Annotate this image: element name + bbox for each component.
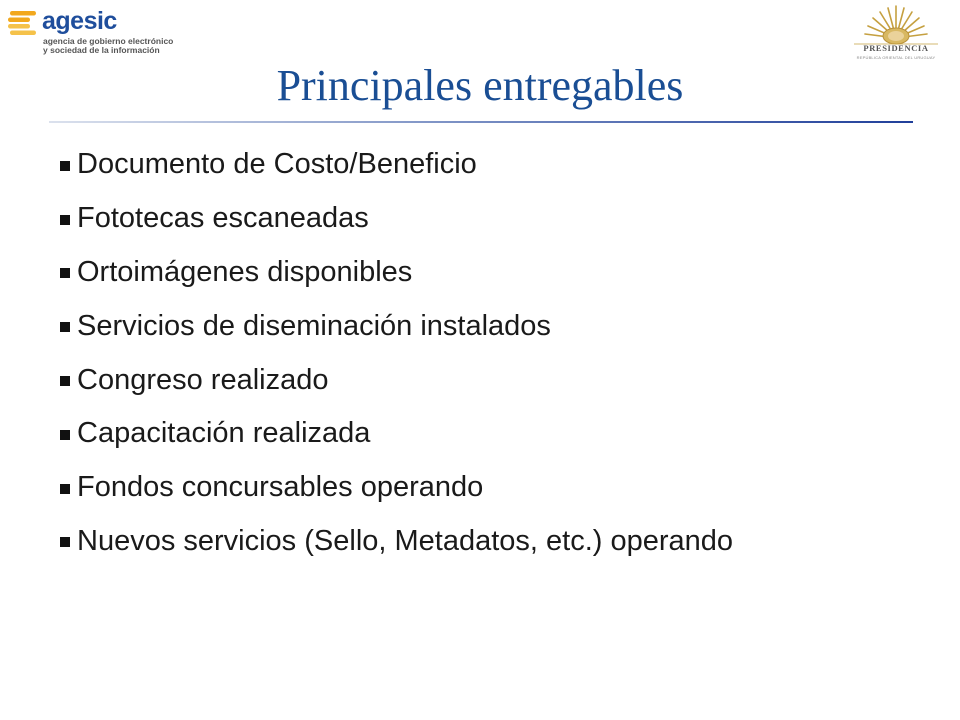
list-item-text: Fondos concursables operando <box>77 471 484 504</box>
square-bullet-icon <box>60 322 70 332</box>
title-divider <box>49 121 913 123</box>
presidencia-logo-subtitle: REPÚBLICA ORIENTAL DEL URUGUAY <box>856 55 936 60</box>
list-item <box>60 461 733 515</box>
list-item <box>60 515 733 569</box>
agesic-logo-text: agesic <box>42 7 117 35</box>
square-bullet-icon <box>60 268 70 278</box>
list-item <box>60 192 733 246</box>
agesic-tagline-line2: y sociedad de la información <box>43 45 160 55</box>
list-item-text: Capacitación realizada <box>77 417 371 450</box>
agesic-stripes-icon <box>8 8 38 38</box>
list-item-text: Fototecas escaneadas <box>77 202 369 235</box>
agesic-tagline-line1: agencia de gobierno electrónico <box>43 36 174 46</box>
list-item-text: Servicios de diseminación instalados <box>77 309 551 342</box>
square-bullet-icon <box>60 215 70 225</box>
square-bullet-icon <box>60 430 70 440</box>
sun-emblem-icon <box>844 0 948 46</box>
square-bullet-icon <box>60 537 70 547</box>
list-item-text: Documento de Costo/Beneficio <box>77 148 477 181</box>
agesic-logo <box>8 6 178 58</box>
list-item <box>60 246 733 300</box>
slide-title: Principales entregables <box>276 61 684 110</box>
square-bullet-icon <box>60 376 70 386</box>
list-item <box>60 407 733 461</box>
list-item <box>60 299 733 353</box>
square-bullet-icon <box>60 161 70 171</box>
list-item <box>60 353 733 407</box>
agesic-logo-tagline <box>43 37 183 55</box>
presidencia-logo <box>844 0 948 66</box>
list-item-text: Ortoimágenes disponibles <box>77 255 413 288</box>
list-item-text: Congreso realizado <box>77 363 329 396</box>
list-item <box>60 138 733 192</box>
list-item-text: Nuevos servicios (Sello, Metadatos, etc.) operando <box>77 524 734 557</box>
deliverables-list <box>60 138 733 568</box>
presidencia-logo-text: PRESIDENCIA <box>863 43 929 53</box>
square-bullet-icon <box>60 484 70 494</box>
